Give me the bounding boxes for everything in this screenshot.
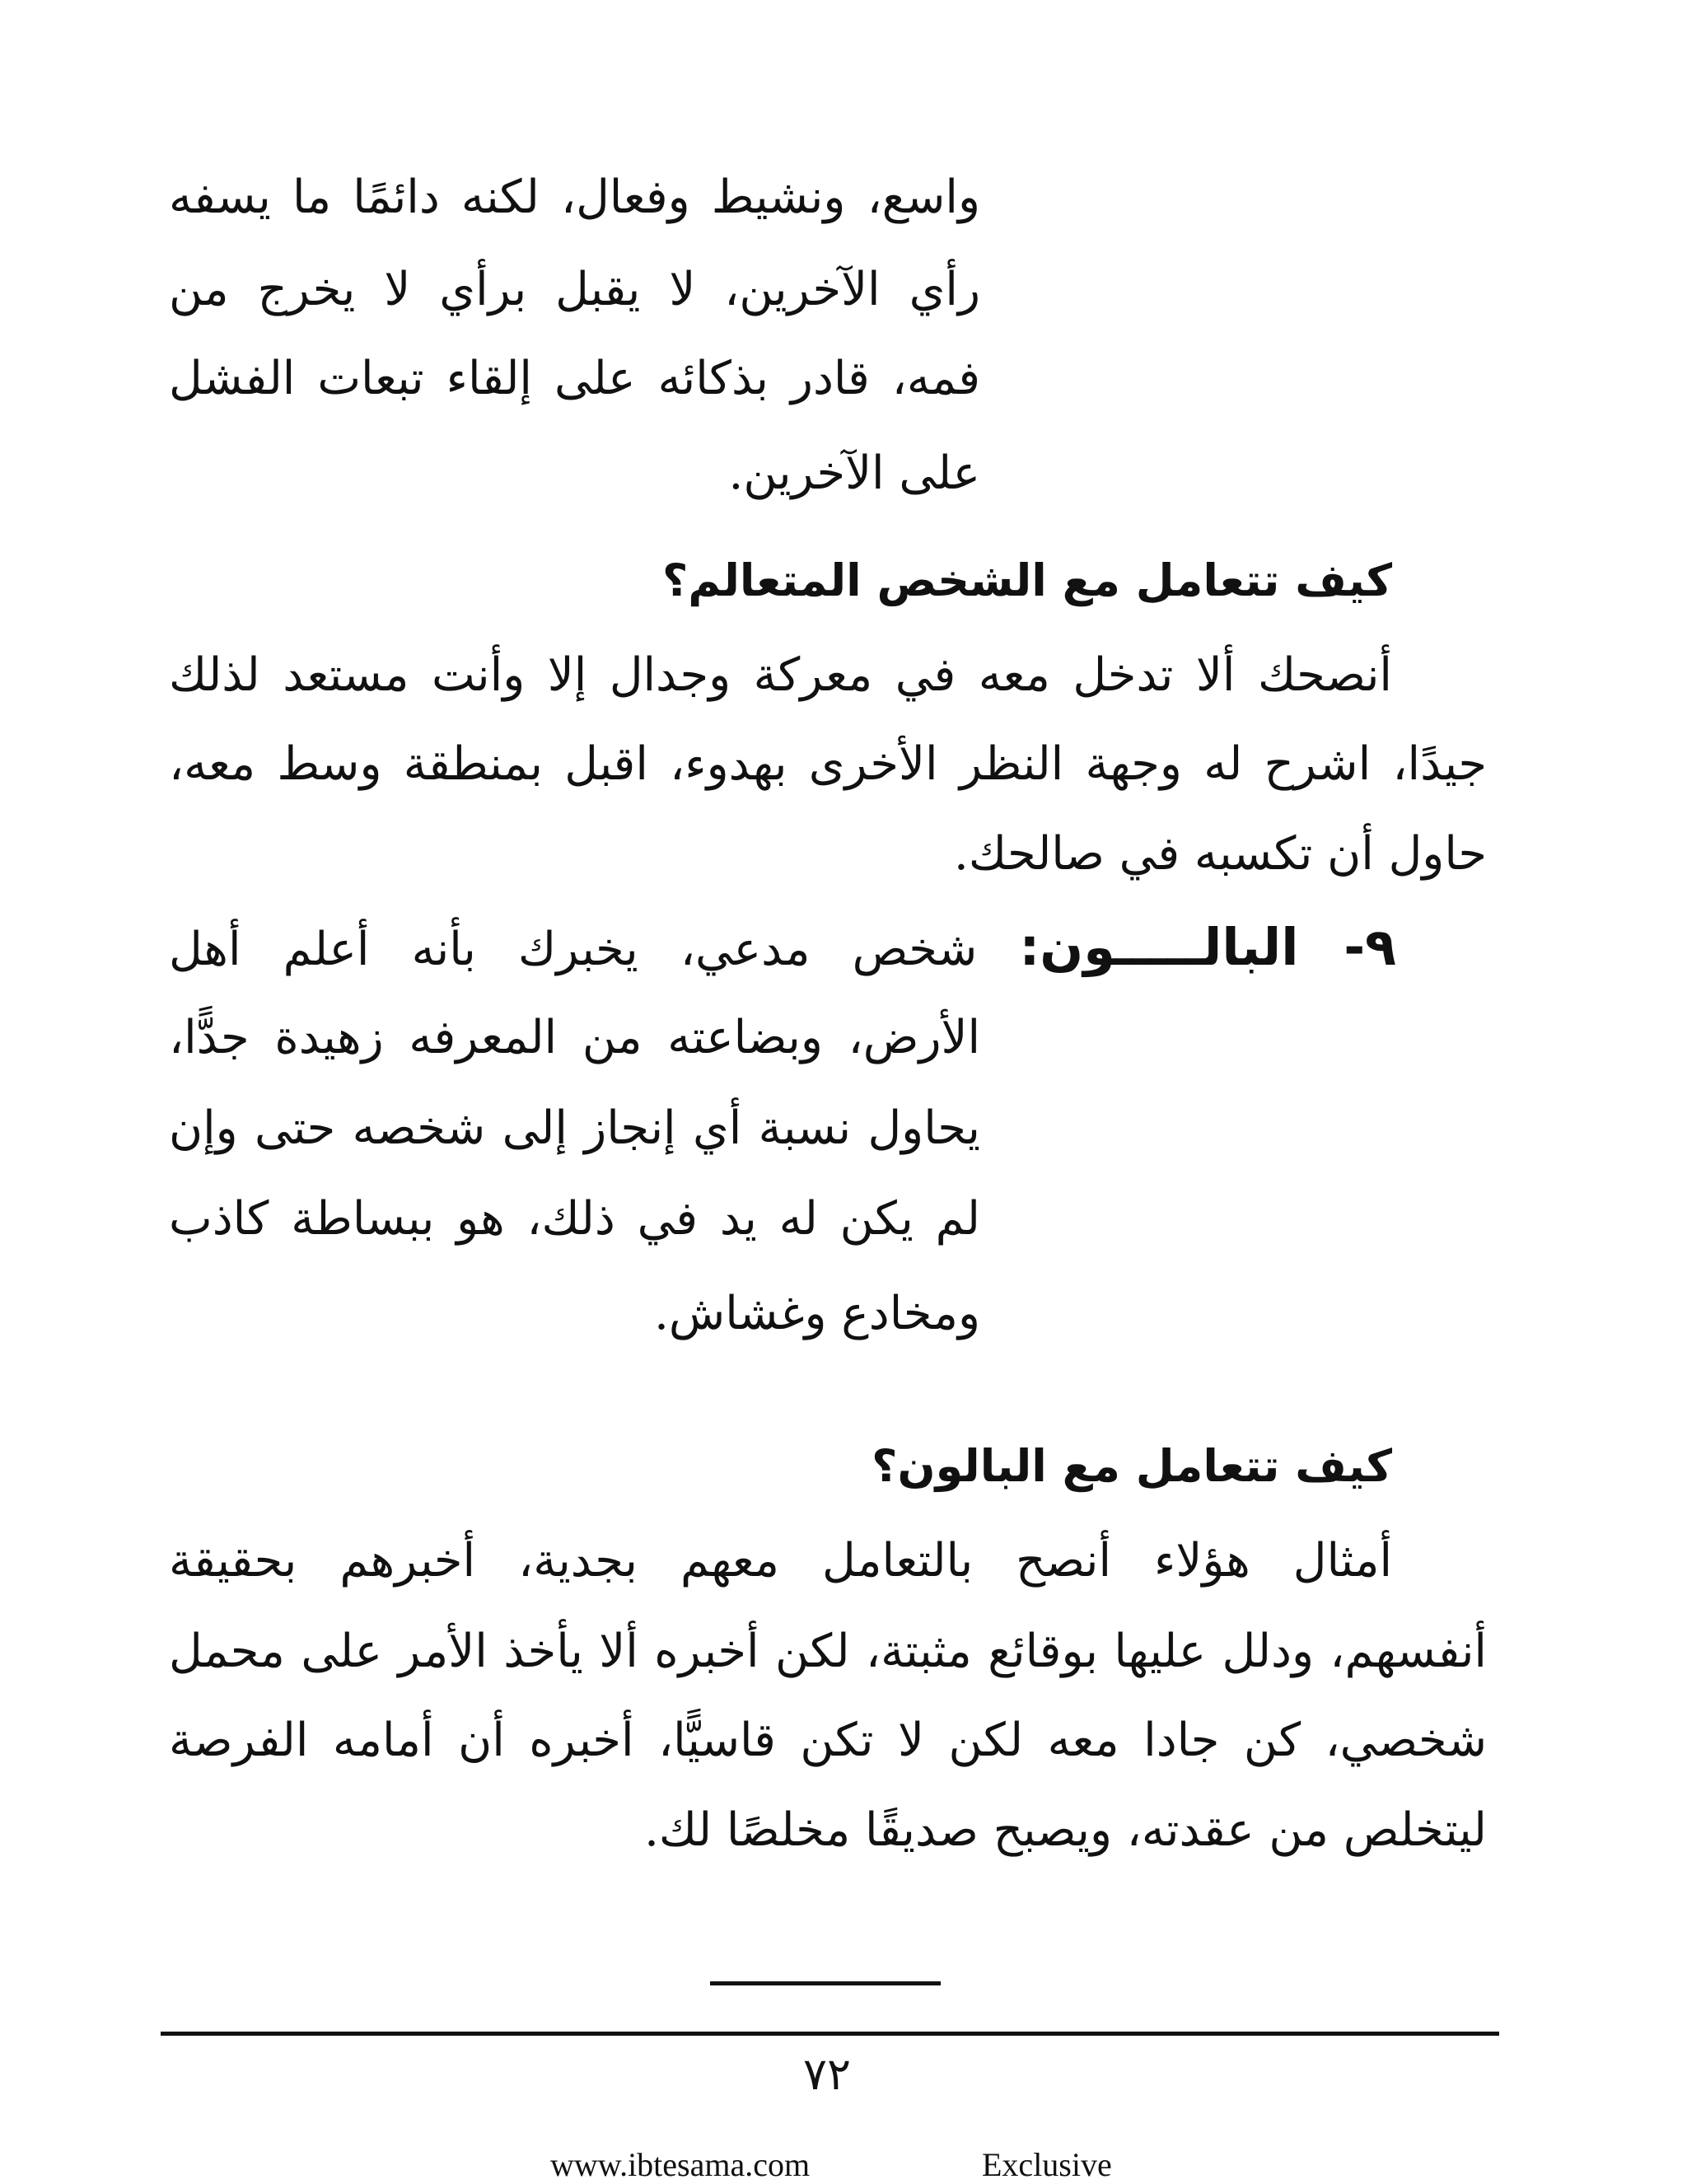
text-line: رأي الآخرين، لا يقبل برأي لا يخرج من: [169, 263, 980, 316]
footer-website: www.ibtesama.com: [550, 2146, 811, 2183]
text-line: أنفسهم، ودلل عليها بوقائع مثبتة، لكن أخبره ألا يأخذ الأمر على محمل: [169, 1625, 1487, 1678]
section-heading: كيف تتعامل مع الشخص المتعالم؟: [661, 554, 1392, 606]
text-line: أمثال هؤلاء أنصح بالتعامل معهم بجدية، أخبرهم بحقيقة: [169, 1534, 1392, 1588]
text-line: ومخادع وغشاش.: [654, 1287, 980, 1340]
text-line: ليتخلص من عقدته، ويصبح صديقًا مخلصًا لك.: [644, 1803, 1487, 1857]
text-line: جيدًا، اشرح له وجهة النظر الأخرى بهدوء، اقبل بمنطقة وسط معه،: [169, 737, 1487, 791]
text-line: حاول أن تكسبه في صالحك.: [954, 827, 1487, 881]
text-line: لم يكن له يد في ذلك، هو ببساطة كاذب: [169, 1192, 980, 1246]
text-line: واسع، ونشيط وفعال، لكنه دائمًا ما يسفه: [169, 171, 980, 224]
text-line: يحاول نسبة أي إنجاز إلى شخصه حتى وإن: [169, 1101, 980, 1155]
text-line: أنصحك ألا تدخل معه في معركة وجدال إلا وأنت مستعد لذلك: [169, 648, 1392, 702]
footer-label: Exclusive: [982, 2146, 1112, 2183]
list-item-text: شخص مدعي، يخبرك بأنه أعلم أهل: [169, 923, 978, 976]
footer-rule: [161, 2032, 1499, 2036]
list-item-first-line: [169, 914, 1396, 983]
page-number: ٧٢: [802, 2048, 851, 2100]
text-line: شخصي، كن جادا معه لكن لا تكن قاسيًّا، أخبره أن أمامه الفرصة: [169, 1714, 1487, 1767]
page-number-rule: [710, 1981, 941, 1985]
text-line: الأرض، وبضاعته من المعرفه زهيدة جدًّا،: [169, 1011, 980, 1064]
list-item-label: ٩- البالـــــون:: [1019, 917, 1396, 977]
section-heading: كيف تتعامل مع البالون؟: [872, 1440, 1392, 1492]
text-line: فمه، قادر بذكائه على إلقاء تبعات الفشل: [169, 352, 980, 405]
text-line: على الآخرين.: [728, 447, 980, 500]
